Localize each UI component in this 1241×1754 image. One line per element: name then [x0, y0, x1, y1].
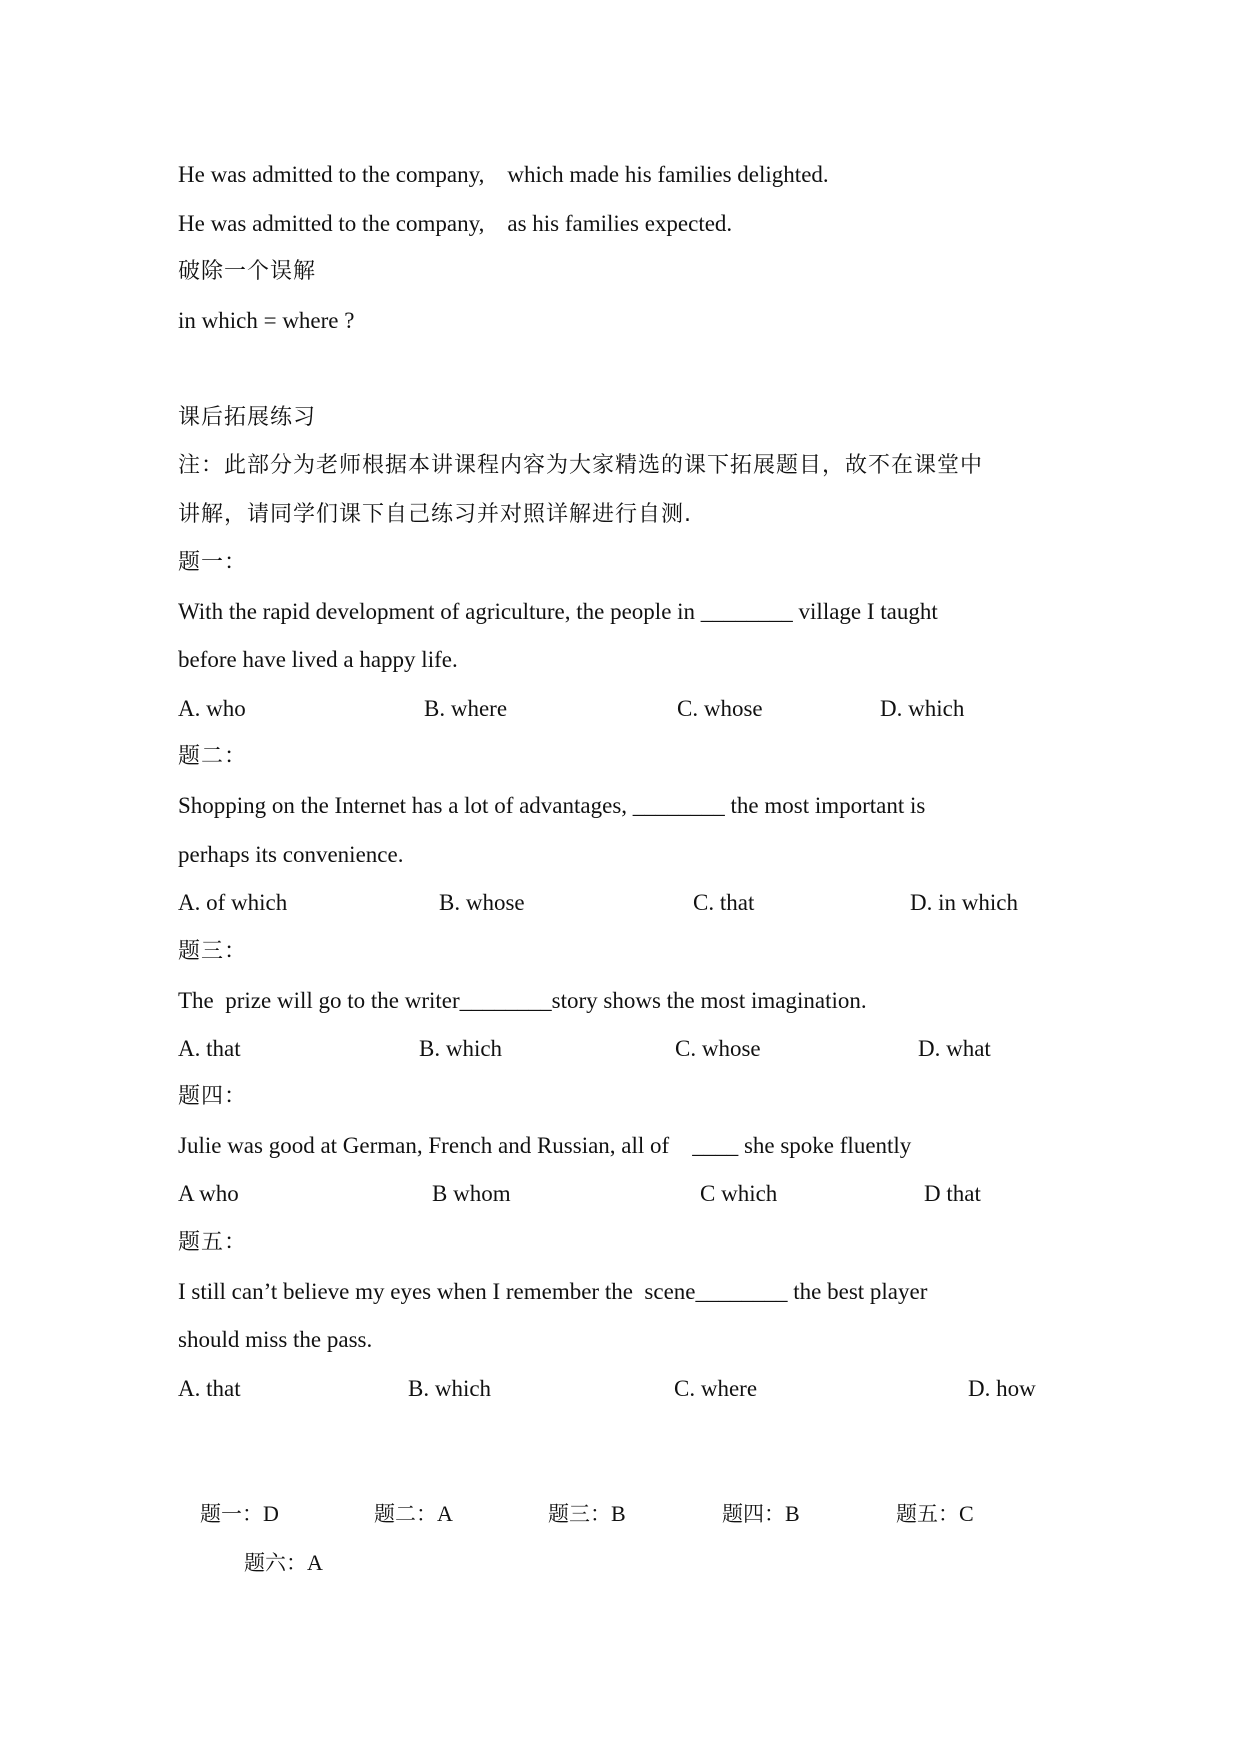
answer-2: [352, 1472, 453, 1556]
intro-sentence-3: in which = where ?: [178, 308, 355, 333]
answer-1-label: 题一：: [200, 1502, 263, 1526]
question-5-option-a: A. that: [178, 1376, 241, 1401]
question-5-option-b: B. which: [408, 1376, 492, 1401]
answer-5-label: 题五：: [896, 1502, 959, 1526]
intro-sentence-1: He was admitted to the company, which made his families delighted.: [178, 162, 829, 187]
question-4-text-line-1: Julie was good at German, French and Russian, all of ____ she spoke fluently: [178, 1133, 912, 1158]
answer-3-value: B: [611, 1501, 626, 1526]
answer-5: [874, 1472, 974, 1556]
question-3-label: 题三：: [178, 939, 248, 964]
question-2-option-a: A. of which: [178, 890, 288, 915]
question-5-label: 题五：: [178, 1230, 248, 1255]
answer-3: [526, 1472, 626, 1556]
misconception-heading: 破除一个误解: [178, 259, 317, 284]
question-1-option-c: C. whose: [677, 696, 763, 721]
answer-1-value: D: [263, 1501, 279, 1526]
section-note-line-2: 讲解，请同学们课下自己练习并对照详解进行自测.: [178, 502, 692, 527]
question-4-option-a: A who: [178, 1181, 239, 1206]
question-1-option-a: A. who: [178, 696, 246, 721]
question-2-option-d: D. in which: [910, 890, 1018, 915]
section-title: 课后拓展练习: [178, 405, 317, 430]
question-5-text-line-1: I still can’t believe my eyes when I remember the scene________ the best player: [178, 1279, 928, 1304]
question-5-option-d: D. how: [968, 1376, 1036, 1401]
question-2-text-line-1: Shopping on the Internet has a lot of advantages, ________ the most important is: [178, 793, 926, 818]
question-1-label: 题一：: [178, 550, 248, 575]
question-4-label: 题四：: [178, 1084, 248, 1109]
answer-5-value: C: [959, 1501, 974, 1526]
section-note-line-1: 注：此部分为老师根据本讲课程内容为大家精选的课下拓展题目，故不在课堂中: [178, 453, 984, 478]
question-4-option-d: D that: [924, 1181, 981, 1206]
question-3-option-c: C. whose: [675, 1036, 761, 1061]
question-1-text-line-1: With the rapid development of agriculture, the people in ________ village I taught: [178, 599, 938, 624]
answer-2-label: 题二：: [374, 1502, 437, 1526]
answer-2-value: A: [437, 1501, 453, 1526]
question-1-option-d: D. which: [880, 696, 965, 721]
question-3-text-line-1: The prize will go to the writer________story shows the most imagination.: [178, 988, 867, 1013]
answer-6: [222, 1521, 323, 1605]
question-4-option-c: C which: [700, 1181, 778, 1206]
question-2-option-b: B. whose: [439, 890, 525, 915]
answer-6-value: A: [307, 1550, 323, 1575]
question-1-text-line-2: before have lived a happy life.: [178, 647, 458, 672]
question-1-option-b: B. where: [424, 696, 508, 721]
question-4-option-b: B whom: [432, 1181, 511, 1206]
intro-sentence-2: He was admitted to the company, as his families expected.: [178, 211, 733, 236]
question-5-text-line-2: should miss the pass.: [178, 1327, 373, 1352]
question-2-option-c: C. that: [693, 890, 755, 915]
answer-3-label: 题三：: [548, 1502, 611, 1526]
question-2-label: 题二：: [178, 744, 248, 769]
answer-6-label: 题六：: [244, 1551, 307, 1575]
answer-4: [700, 1472, 800, 1556]
question-5-option-c: C. where: [674, 1376, 758, 1401]
question-3-option-b: B. which: [419, 1036, 503, 1061]
answer-4-label: 题四：: [722, 1502, 785, 1526]
answer-4-value: B: [785, 1501, 800, 1526]
question-3-option-d: D. what: [918, 1036, 991, 1061]
question-2-text-line-2: perhaps its convenience.: [178, 842, 404, 867]
question-3-option-a: A. that: [178, 1036, 241, 1061]
